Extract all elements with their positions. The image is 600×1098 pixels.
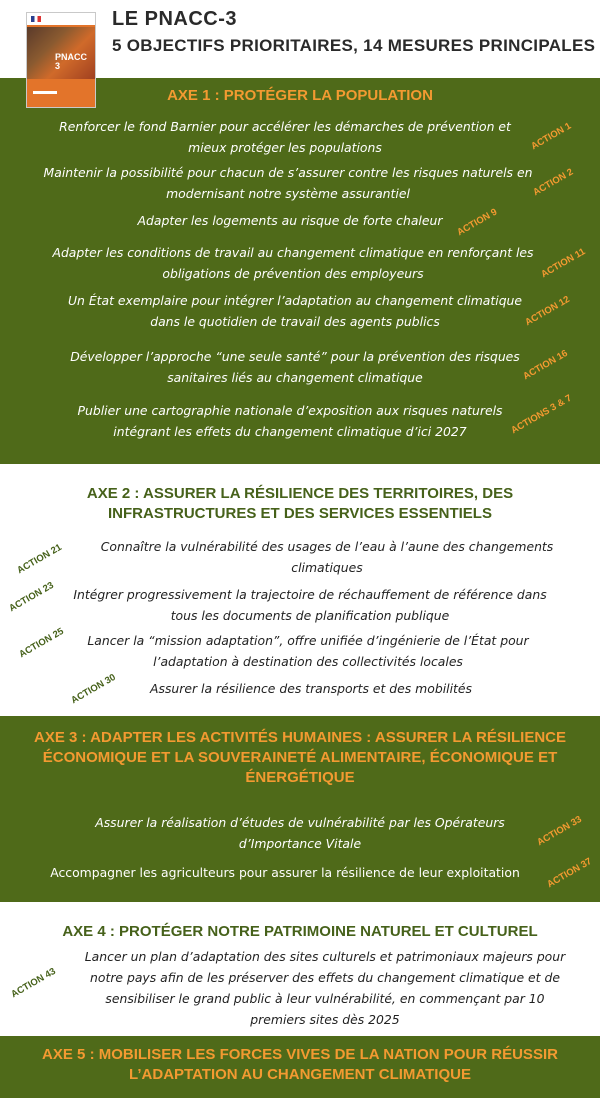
list-item: Développer l’approche “une seule santé” pour la prévention des risques sanitaires liés au changement climatique xyxy=(70,349,520,385)
axe-5-title: AXE 5 : MOBILISER LES FORCES VIVES DE LA NATION POUR RÉUSSIR L’ADAPTATION AU CHANGEMENT CLIMATIQUE xyxy=(42,1046,558,1083)
report-cover-image xyxy=(26,12,96,108)
page-subtitle: 5 OBJECTIFS PRIORITAIRES, 14 MESURES PRINCIPALES xyxy=(112,36,596,55)
action-badge: ACTION 30 xyxy=(69,671,118,707)
axe-5-section xyxy=(0,1036,600,1098)
action-badge: ACTION 11 xyxy=(539,246,588,281)
action-badge: ACTION 23 xyxy=(7,579,56,615)
action-badge: ACTIONS 3 & 7 xyxy=(509,392,574,437)
list-item: Connaître la vulnérabilité des usages de l’eau à l’aune des changements climatiques xyxy=(100,539,554,575)
list-item: Lancer la “mission adaptation”, offre unifiée d’ingénierie de l’État pour l’adaptation à destination des collectivités locales xyxy=(87,633,529,669)
list-item: Publier une cartographie nationale d’exposition aux risques naturels intégrant les effets du changement climatique d’ici 2027 xyxy=(77,403,503,439)
list-item: Un État exemplaire pour intégrer l’adaptation au changement climatique dans le quotidien de travail des agents publics xyxy=(67,293,523,329)
list-item: Maintenir la possibilité pour chacun de s’assurer contre les risques naturels en modernisant notre système assurantiel xyxy=(43,165,533,201)
action-badge: ACTION 33 xyxy=(535,813,584,849)
axe-1-title: AXE 1 : PROTÉGER LA POPULATION xyxy=(167,87,433,104)
list-item: Adapter les logements au risque de forte chaleur xyxy=(137,213,443,228)
page-title: LE PNACC-3 xyxy=(112,8,238,30)
axe-2-section xyxy=(0,464,600,716)
list-item: Assurer la résilience des transports et des mobilités xyxy=(150,681,472,696)
list-item: Accompagner les agriculteurs pour assurer la résilience de leur exploitation xyxy=(50,865,520,880)
list-item: Renforcer le fond Barnier pour accélérer les démarches de prévention et mieux protéger les populations xyxy=(59,119,511,155)
cover-bar xyxy=(33,91,57,94)
action-badge: ACTION 21 xyxy=(15,541,64,577)
action-badge: ACTION 43 xyxy=(9,965,58,1001)
axe-3-section xyxy=(0,716,600,902)
action-badge: ACTION 9 xyxy=(455,206,500,239)
list-item: Intégrer progressivement la trajectoire de réchauffement de référence dans tous les documents de planification publique xyxy=(73,587,547,623)
axe-1-section xyxy=(0,78,600,464)
action-badge: ACTION 2 xyxy=(531,166,576,199)
list-item: Assurer la réalisation d’études de vulnérabilité par les Opérateurs d’Importance Vitale xyxy=(95,815,505,851)
cover-title: PNACC 3 xyxy=(55,52,88,71)
republic-flag-icon xyxy=(31,16,41,22)
axe-3-title: AXE 3 : ADAPTER LES ACTIVITÉS HUMAINES : ASSURER LA RÉSILIENCE ÉCONOMIQUE ET LA SOUVERAINETÉ ALIMENTAIRE, ÉCONOMIQUE ET ÉNERGÉTIQUE xyxy=(34,729,566,786)
action-badge: ACTION 1 xyxy=(529,120,574,153)
action-badge: ACTION 37 xyxy=(545,855,594,891)
action-badge: ACTION 16 xyxy=(521,347,570,383)
axe-2-title: AXE 2 : ASSURER LA RÉSILIENCE DES TERRITOIRES, DES INFRASTRUCTURES ET DES SERVICES ESSENTIELS xyxy=(86,485,514,522)
action-badge: ACTION 25 xyxy=(17,625,66,661)
axe-4-title: AXE 4 : PROTÉGER NOTRE PATRIMOINE NATUREL ET CULTUREL xyxy=(62,923,538,940)
axe-4-section xyxy=(0,902,600,1036)
list-item: Lancer un plan d’adaptation des sites culturels et patrimoniaux majeurs pour notre pays afin de les préserver des effets du changement climatique et de sensibiliser le grand public à leur vulnérabilité, en commençant par 10 premiers sites dès 2025 xyxy=(84,949,566,1027)
list-item: Adapter les conditions de travail au changement climatique en renforçant les obligations de prévention des employeurs xyxy=(52,245,534,281)
action-badge: ACTION 12 xyxy=(523,293,572,329)
